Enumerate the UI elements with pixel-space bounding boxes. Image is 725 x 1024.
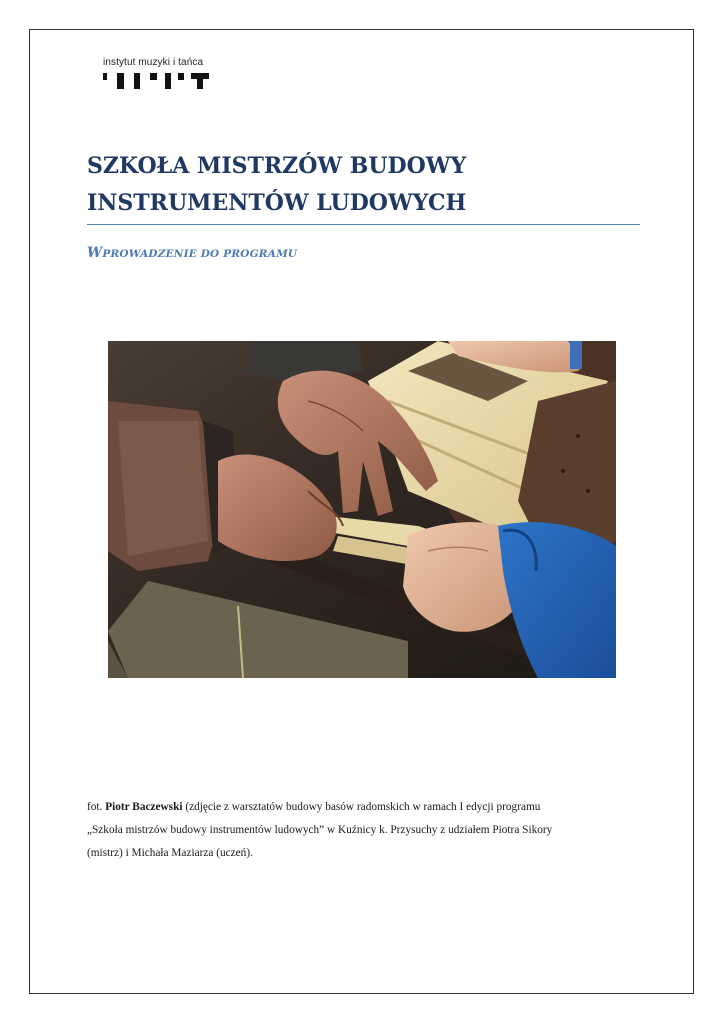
caption-line-2: „Szkoła mistrzów budowy instrumentów ludowych” w Kuźnicy k. Przysuchy z udziałem Piotra Sikory — [87, 824, 553, 836]
title-line-2: INSTRUMENTÓW LUDOWYCH — [87, 190, 467, 216]
caption-line-3: (mistrz) i Michała Maziarza (uczeń). — [87, 847, 253, 859]
section-subtitle — [87, 245, 297, 261]
page-title — [87, 148, 647, 222]
title-line-1: SZKOŁA MISTRZÓW BUDOWY — [87, 153, 467, 179]
subtitle-first-letter: W — [87, 245, 103, 261]
caption-prefix: fot. — [87, 801, 106, 813]
title-divider — [87, 224, 640, 225]
workshop-photo — [108, 341, 616, 678]
photo-caption — [87, 796, 647, 865]
logo-text: instytut muzyki i tańca — [103, 57, 204, 68]
imit-logo-mark-icon — [103, 71, 211, 91]
caption-author: Piotr Baczewski — [105, 801, 183, 813]
institute-logo — [103, 57, 213, 93]
caption-line-1: (zdjęcie z warsztatów budowy basów radomskich w ramach I edycji programu — [182, 801, 541, 813]
workshop-hands-photo — [108, 341, 616, 678]
subtitle-rest: PROWADZENIE DO PROGRAMU — [102, 248, 298, 260]
